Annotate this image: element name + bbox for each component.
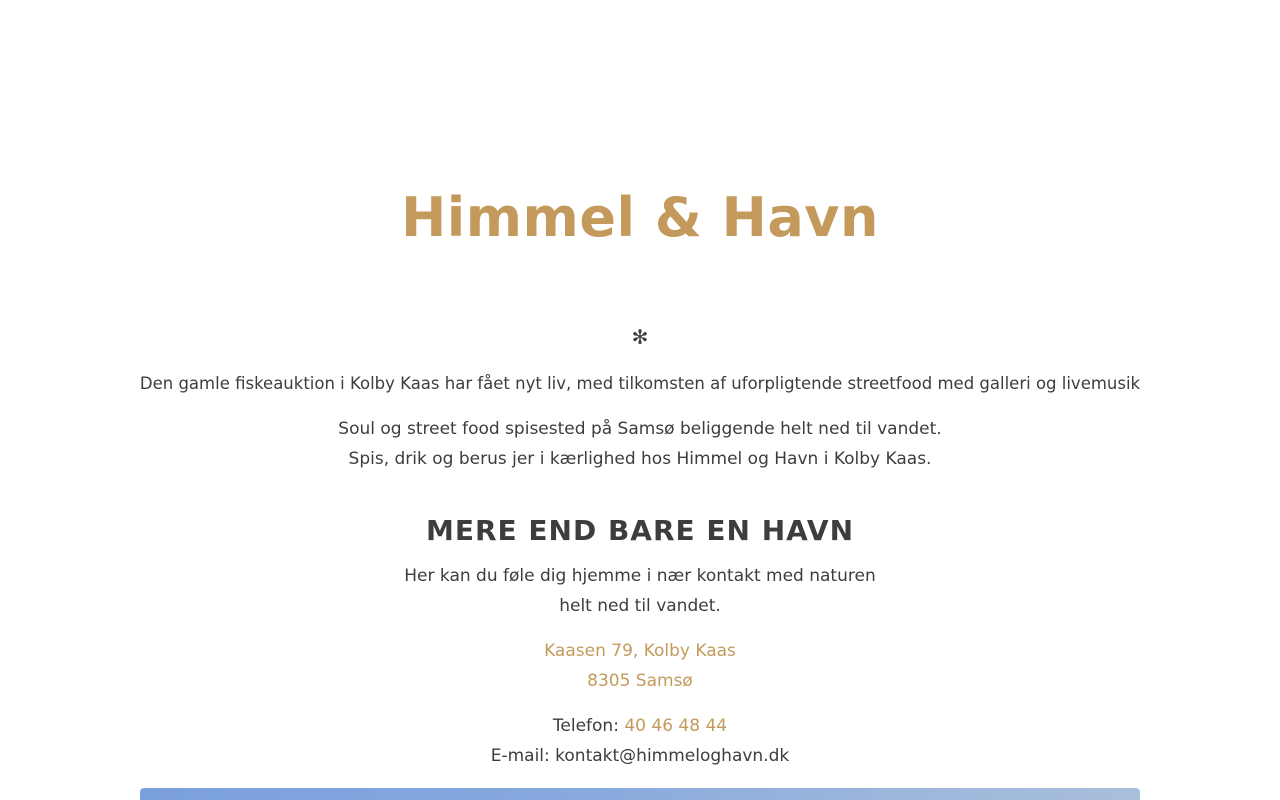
phone-label: Telefon:	[552, 716, 619, 736]
phone-link[interactable]: 40 46 48 44	[624, 716, 728, 736]
address-link[interactable]: Kaasen 79, Kolby Kaas	[544, 641, 736, 661]
email-row	[0, 741, 1280, 771]
section-text-2: helt ned til vandet.	[559, 596, 721, 616]
address-line-2[interactable]	[0, 666, 1280, 696]
asterisk-divider-icon: ✻	[631, 325, 649, 349]
intro-line-1: Soul og street food spisested på Samsø beliggende helt ned til vandet.	[338, 419, 942, 439]
email-link[interactable]: kontakt@himmeloghavn.dk	[555, 746, 790, 766]
address-line-1[interactable]	[0, 636, 1280, 666]
site-title: Himmel & Havn	[401, 186, 879, 249]
section-text-1: Her kan du føle dig hjemme i nær kontakt med naturen	[404, 566, 876, 586]
postal-link[interactable]: 8305 Samsø	[587, 671, 693, 691]
hero-image	[140, 788, 1140, 800]
section-heading: MERE END BARE EN HAVN	[425, 514, 855, 547]
email-label: E-mail:	[490, 746, 550, 766]
intro-line-2: Spis, drik og berus jer i kærlighed hos Himmel og Havn i Kolby Kaas.	[348, 449, 932, 469]
phone-row	[0, 711, 1280, 741]
intro-tagline: Den gamle fiskeauktion i Kolby Kaas har fået nyt liv, med tilkomsten af uforpligtende streetfood med galleri og livemusik	[139, 374, 1141, 393]
